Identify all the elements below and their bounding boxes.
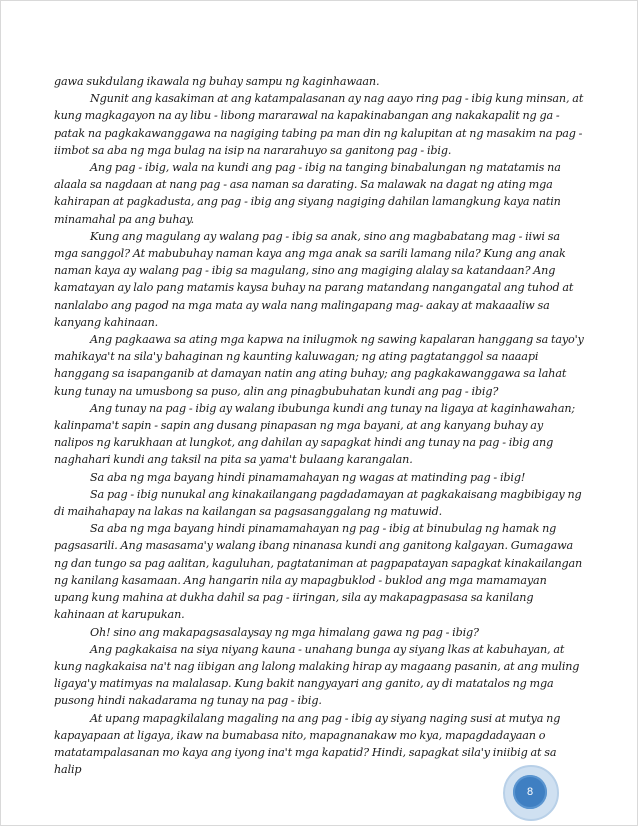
paragraph: Ngunit ang kasakiman at ang katampalasanan ay nag aayo ring pag - ibig kung minsan, at kung magkagayon na ay libu - libong mararawal na kapakinabangan ang nakakapalit ng ga - patak na pagkakawanggawa na nagiging tabing pa man din ng kalupitan at ng masakim na pag - iimbot sa aba ng mga bulag na isip na nararahuyo sa ganitong pag - ibig. (54, 92, 584, 157)
paragraph: Sa aba ng mga bayang hindi pinamamahayan ng pag - ibig at binubulag ng hamak ng pagsasarili. Ang masasama'y walang ibang ninanasa kundi ang ganitong kalgayan. Gumagawa ng dan tungo sa pag aalitan, kaguluhan, pagtataniman at pagpapatayan sapagkat kinakailangan ng kanilang kasamaan. Ang hangarin nila ay mapagbuklod - buklod ang mga mamamayan upang kung mahina at dukha dahil sa pag - iiringan, sila ay makapagpasasa sa kanilang kahinaan at karupukan. (54, 522, 583, 622)
paragraph: Ang tunay na pag - ibig ay walang ibubunga kundi ang tunay na ligaya at kaginhawahan; kalinpama't sapin - sapin ang dusang pinapasan ng mga bayani, at ang kanyang buhay ay nalipos ng karukhaan at lungkot, ang dahilan ay sapagkat hindi ang tunay na pag - ibig ang naghahari kundi ang taksil na pita sa yama't bulaang karangalan. (54, 401, 576, 467)
paragraph: Sa aba ng mga bayang hindi pinamamahayan ng wagas at matinding pag - ibig! (90, 470, 526, 484)
paragraph: Ang pagkakaisa na siya niyang kauna - unahang bunga ay siyang lkas at kabuhayan, at kung nagkakaisa na't nag iibigan ang lalong malaking hirap ay magaang pasanin, at ang muling ligaya'y matimyas na malalasap. Kung bakit nangyayari ang ganito, ay di matatalos ng mga pusong hindi nakadarama ng tunay na pag - ibig. (54, 642, 580, 708)
paragraph: gawa sukdulang ikawala ng buhay sampu ng kaginhawaan. (54, 75, 380, 88)
paragraph: Sa pag - ibig nunukal ang kinakailangang pagdadamayan at pagkakaisang magbibigay ng di maihahapay na lakas na kailangan sa pagsasanggalang ng matuwid. (54, 487, 582, 519)
paragraph: Oh! sino ang makapagsasalaysay ng mga himalang gawa ng pag - ibig? (90, 625, 479, 639)
document-body (54, 73, 584, 778)
paragraph: At upang mapagkilalang magaling na ang pag - ibig ay siyang naging susi at mutya ng kapayapaan at ligaya, ikaw na bumabasa nito, mapagnanakaw mo kya, mapagdadayaan o matatampalasanan mo kaya ang iyong ina't mga kapatid? Hindi, sapagkat sila'y iniibig at sa halip (54, 711, 561, 777)
paragraph: Ang pagkaawa sa ating mga kapwa na inilugmok ng sawing kapalaran hanggang sa tayo'y mahikaya't na sila'y bahaginan ng kaunting kaluwagan; ng ating pagtatanggol sa naaapi hanggang sa isapanganib at damayan natin ang ating buhay; ang pagkakawanggawa sa lahat kung tunay na umusbong sa puso, alin ang pinagbubuhatan kundi ang pag - ibig? (54, 333, 584, 398)
paragraph: Ang pag - ibig, wala na kundi ang pag - ibig na tanging binabalungan ng matatamis na alaala sa nagdaan at nang pag - asa naman sa darating. Sa malawak na dagat ng ating mga kahirapan at pagkadusta, ang pag - ibig ang siyang nagiging dahilan lamangkung kaya natin minamahal pa ang buhay. (54, 161, 561, 226)
page-number: 8 (526, 786, 534, 798)
page-number-badge (503, 765, 561, 823)
paragraph: Kung ang magulang ay walang pag - ibig sa anak, sino ang magbabatang mag - iiwi sa mga sanggol? At mabubuhay naman kaya ang mga anak sa sarili lamang nila? Kung ang anak naman kaya ay walang pag - ibig sa magulang, sino ang magiging alalay sa katandaan? Ang kamatayan ay lalo pang matamis kaysa buhay na parang matandang nangangatal ang tuhod at nanlalabo ang pagod na mga mata ay wala nang malingapang mag- aakay at makaaaliw sa kanyang kahinaan. (54, 229, 574, 329)
